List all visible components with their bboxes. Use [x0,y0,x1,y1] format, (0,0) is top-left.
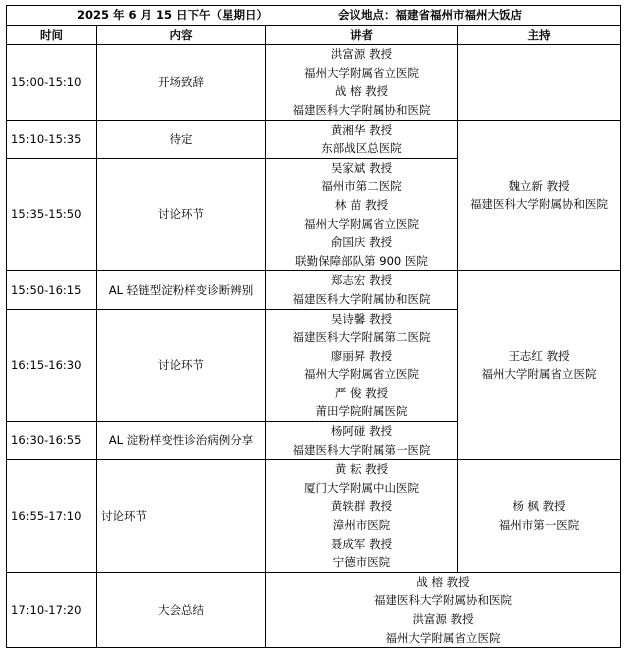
host-line: 魏立新 教授 [508,178,570,193]
host-line: 福州大学附属省立医院 [481,367,597,382]
speaker-line: 黄湘华 教授 [330,122,393,137]
speaker-line: 福州大学附属省立医院 [385,630,501,645]
header-time: 时间 [7,25,97,45]
host-line: 福州市第一医院 [498,518,580,533]
session-topic: 待定 [97,120,266,158]
host-line: 福建医科大学附属协和医院 [470,197,609,212]
table-row [7,460,621,573]
speaker-line: 廖丽昇 教授 [330,348,393,363]
speaker-line: 福建医科大学附属协和医院 [292,291,431,306]
speaker-line: 吴家斌 教授 [330,160,393,175]
speaker-line: 福州大学附属省立医院 [304,216,419,231]
speaker-line: 吴诗馨 教授 [330,311,393,326]
header-speaker: 讲者 [266,25,458,45]
speaker-line: 聂成军 教授 [330,536,393,551]
speaker-line: 福州市第二医院 [321,179,402,194]
session-topic: 讨论环节 [97,158,266,271]
session-topic: AL 淀粉样变性诊治病例分享 [97,422,266,460]
speaker-line: 福建医科大学附属协和医院 [374,593,513,608]
host-line: 杨 枫 教授 [512,499,566,514]
session-time: 15:10-15:35 [7,120,97,158]
header-row [7,25,621,45]
session-topic: 讨论环节 [97,460,266,573]
speaker-line: 洪富源 教授 [330,47,393,62]
session-time: 16:30-16:55 [7,422,97,460]
header-content: 内容 [97,25,266,45]
host-cell [458,271,621,460]
speaker-line: 厦门大学附属中山医院 [304,480,419,495]
banner-row [7,6,621,26]
table-row [7,120,621,158]
speaker-line: 福州大学附属省立医院 [304,65,419,80]
session-topic: 讨论环节 [97,309,266,422]
agenda-table [6,5,621,648]
speaker-line: 战 榕 教授 [334,84,389,99]
speaker-line: 宁德市医院 [332,555,391,570]
speaker-line: 杨阿碰 教授 [330,424,393,439]
host-line: 王志红 教授 [508,348,570,363]
session-time: 15:00-15:10 [7,45,97,120]
session-speakers [266,572,621,647]
session-speakers [266,45,458,120]
table-row [7,572,621,647]
host-cell-empty [458,45,621,120]
speaker-line: 黄 耘 教授 [334,462,389,477]
speaker-line: 莆田学院附属医院 [315,404,408,419]
session-time: 15:35-15:50 [7,158,97,271]
speaker-line: 福州大学附属省立医院 [304,367,419,382]
speaker-line: 郑志宏 教授 [330,273,393,288]
speaker-line: 福建医科大学附属第二医院 [292,330,431,345]
session-speakers [266,271,458,309]
session-time: 17:10-17:20 [7,572,97,647]
banner-cell [7,6,621,26]
table-row [7,271,621,309]
speaker-line: 福建医科大学附属协和医院 [292,102,431,117]
session-time: 16:55-17:10 [7,460,97,573]
session-speakers [266,158,458,271]
session-time: 15:50-16:15 [7,271,97,309]
meeting-date: 2025 年 6 月 15 日下午（星期日） [77,8,269,22]
session-topic: 开场致辞 [97,45,266,120]
header-host: 主持 [458,25,621,45]
session-speakers [266,120,458,158]
speaker-line: 联勤保障部队第 900 医院 [295,253,428,268]
speaker-line: 严 俊 教授 [334,385,389,400]
session-speakers [266,460,458,573]
speaker-line: 俞国庆 教授 [330,235,393,250]
speaker-line: 福建医科大学附属第一医院 [292,442,431,457]
session-speakers [266,422,458,460]
meeting-venue: 会议地点：福建省福州市福州大饭店 [338,8,523,22]
session-speakers [266,309,458,422]
host-cell [458,120,621,271]
speaker-line: 黄轶群 教授 [330,499,393,514]
session-topic: AL 轻链型淀粉样变诊断辨别 [97,271,266,309]
session-time: 16:15-16:30 [7,309,97,422]
table-row [7,45,621,120]
speaker-line: 洪富源 教授 [412,612,474,626]
session-topic: 大会总结 [97,572,266,647]
speaker-line: 战 榕 教授 [416,574,470,589]
speaker-line: 林 苗 教授 [334,197,389,212]
speaker-line: 漳州市医院 [332,518,391,533]
speaker-line: 东部战区总医院 [321,141,402,156]
host-cell [458,460,621,573]
